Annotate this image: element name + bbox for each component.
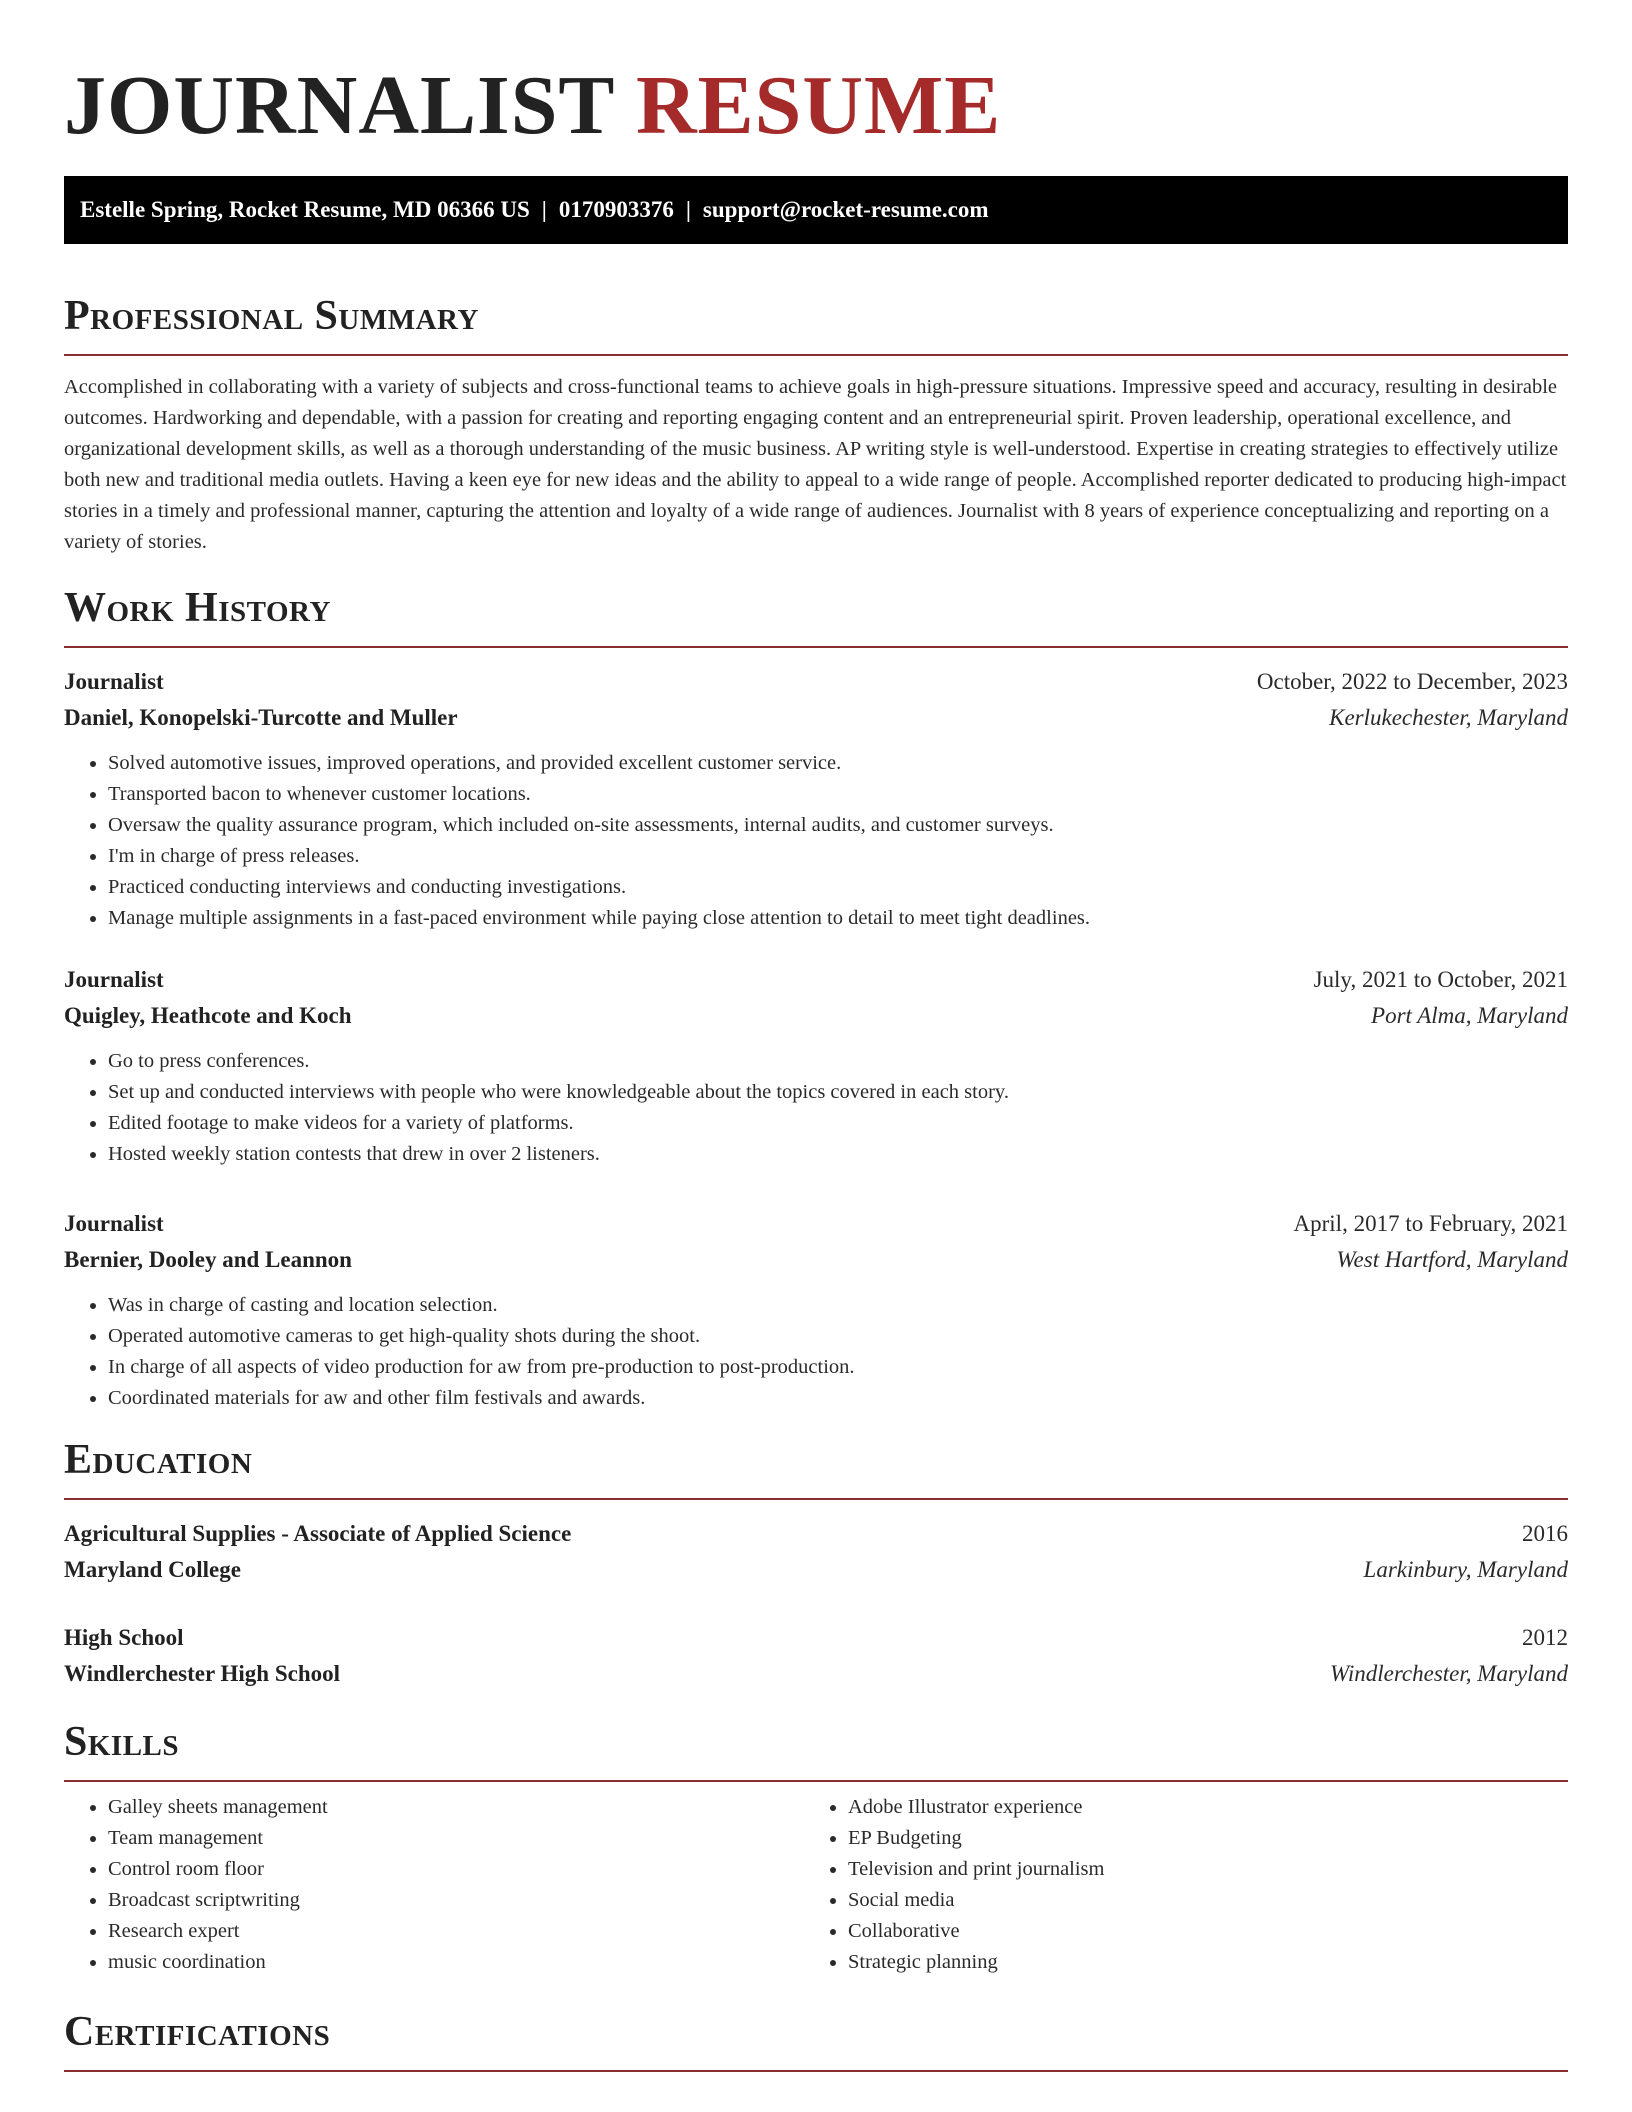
education-entry (64, 1516, 1568, 1588)
section-heading-work: Work History (64, 585, 331, 631)
education-entry (64, 1620, 1568, 1692)
job-company: Bernier, Dooley and Leannon (64, 1247, 352, 1272)
section-heading-summary: Professional Summary (64, 293, 479, 339)
summary-text: Accomplished in collaborating with a variety of subjects and cross-functional teams to achieve goals in high-pressure situations. Impressive speed and accuracy, resulting in desirable outcomes. Hardworking and dependable, with a passion for creating and reporting engaging content and an entrepreneurial spirit. Proven leadership, operational excellence, and organizational development skills, as well as a thorough understanding of the music business. AP writing style is well-understood. Expertise in creating strategies to effectively utilize both new and traditional media outlets. Having a keen eye for new ideas and the ability to appeal to a wide range of people. Accomplished reporter dedicated to producing high-impact stories in a timely and professional manner, capturing the attention and loyalty of a wide range of audiences. Journalist with 8 years of experience conceptualizing and reporting on a variety of stories. (64, 376, 1567, 553)
job-title: Journalist (64, 1211, 164, 1236)
section-divider (64, 646, 1568, 648)
job-duties (64, 748, 1568, 934)
education-degree: High School (64, 1625, 184, 1650)
job-header (64, 1206, 1568, 1242)
list-item: • In charge of all aspects of video production for aw from pre-production to post-production. (108, 1352, 1568, 1383)
education-year: 2012 (1522, 1625, 1568, 1650)
contact-email: support@rocket-resume.com (702, 197, 989, 222)
contact-address: Estelle Spring, Rocket Resume, MD 06366 US (80, 197, 530, 222)
job-duties (64, 1290, 1568, 1414)
job-location: Kerlukechester, Maryland (1329, 705, 1568, 730)
contact-bar (64, 176, 1568, 244)
job-entry (64, 962, 1568, 1170)
resume-title (64, 0, 1568, 156)
skill-item: • music coordination (108, 1947, 804, 1978)
education-location: Windlerchester, Maryland (1329, 1661, 1568, 1686)
list-item: • I'm in charge of press releases. (108, 841, 1568, 872)
job-subheader (64, 700, 1568, 736)
skills-grid (64, 1792, 1568, 1978)
list-item: • Practiced conducting interviews and conducting investigations. (108, 872, 1568, 903)
job-header (64, 962, 1568, 998)
title-accent: RESUME (635, 59, 1002, 152)
section-heading-certifications: Certifications (64, 2009, 331, 2055)
education-degree: Agricultural Supplies - Associate of Applied Science (64, 1521, 572, 1546)
skills-section (64, 1714, 1568, 1978)
education-header (64, 1516, 1568, 1552)
contact-separator: | (541, 197, 547, 222)
job-location: West Hartford, Maryland (1336, 1247, 1568, 1272)
job-title: Journalist (64, 967, 164, 992)
job-location: Port Alma, Maryland (1371, 1003, 1568, 1028)
education-location: Larkinbury, Maryland (1363, 1557, 1568, 1582)
section-heading-education: Education (64, 1437, 253, 1483)
job-title: Journalist (64, 669, 164, 694)
education-school: Windlerchester High School (64, 1661, 341, 1686)
job-company: Daniel, Konopelski-Turcotte and Muller (64, 705, 458, 730)
summary-section (64, 288, 1568, 558)
job-entry (64, 1206, 1568, 1414)
skill-item: • Control room floor (108, 1854, 804, 1885)
list-item: • Set up and conducted interviews with people who were knowledgeable about the topics covered in each story. (108, 1077, 1568, 1108)
education-section (64, 1432, 1568, 1692)
job-company: Quigley, Heathcote and Koch (64, 1003, 352, 1028)
job-duties (64, 1046, 1568, 1170)
list-item: • Oversaw the quality assurance program, which included on-site assessments, internal audits, and customer surveys. (108, 810, 1568, 841)
contact-phone: 0170903376 (558, 197, 674, 222)
work-section (64, 580, 1568, 1414)
education-subheader (64, 1656, 1568, 1692)
certifications-section (64, 2004, 1568, 2072)
skill-item: • Adobe Illustrator experience (848, 1792, 1568, 1823)
list-item: • Go to press conferences. (108, 1046, 1568, 1077)
list-item: • Was in charge of casting and location selection. (108, 1290, 1568, 1321)
skill-item: • Broadcast scriptwriting (108, 1885, 804, 1916)
job-subheader (64, 1242, 1568, 1278)
skill-item: • Team management (108, 1823, 804, 1854)
skill-item: • Social media (848, 1885, 1568, 1916)
skill-item: • Strategic planning (848, 1947, 1568, 1978)
title-main: JOURNALIST (64, 59, 614, 152)
contact-separator: | (685, 197, 691, 222)
job-header (64, 664, 1568, 700)
section-heading-skills: Skills (64, 1719, 180, 1765)
education-year: 2016 (1522, 1521, 1568, 1546)
list-item: • Solved automotive issues, improved operations, and provided excellent customer service. (108, 748, 1568, 779)
list-item: • Hosted weekly station contests that drew in over 2 listeners. (108, 1139, 1568, 1170)
skills-list-right (804, 1792, 1568, 1978)
list-item: • Edited footage to make videos for a variety of platforms. (108, 1108, 1568, 1139)
list-item: • Coordinated materials for aw and other film festivals and awards. (108, 1383, 1568, 1414)
skill-item: • Collaborative (848, 1916, 1568, 1947)
list-item: • Transported bacon to whenever customer locations. (108, 779, 1568, 810)
section-divider (64, 1498, 1568, 1500)
skill-item: • EP Budgeting (848, 1823, 1568, 1854)
section-divider (64, 354, 1568, 356)
skill-item: • Research expert (108, 1916, 804, 1947)
job-dates: April, 2017 to February, 2021 (1293, 1211, 1568, 1236)
education-school: Maryland College (64, 1557, 241, 1582)
skill-item: • Galley sheets management (108, 1792, 804, 1823)
education-header (64, 1620, 1568, 1656)
section-divider (64, 1780, 1568, 1782)
skill-item: • Television and print journalism (848, 1854, 1568, 1885)
list-item: • Operated automotive cameras to get high-quality shots during the shoot. (108, 1321, 1568, 1352)
list-item: • Manage multiple assignments in a fast-paced environment while paying close attention to detail to meet tight deadlines. (108, 903, 1568, 934)
job-dates: July, 2021 to October, 2021 (1313, 967, 1568, 992)
job-dates: October, 2022 to December, 2023 (1256, 669, 1568, 694)
section-divider (64, 2070, 1568, 2072)
education-subheader (64, 1552, 1568, 1588)
resume-page (64, 0, 1568, 2072)
job-entry (64, 664, 1568, 934)
skills-list-left (64, 1792, 804, 1978)
job-subheader (64, 998, 1568, 1034)
